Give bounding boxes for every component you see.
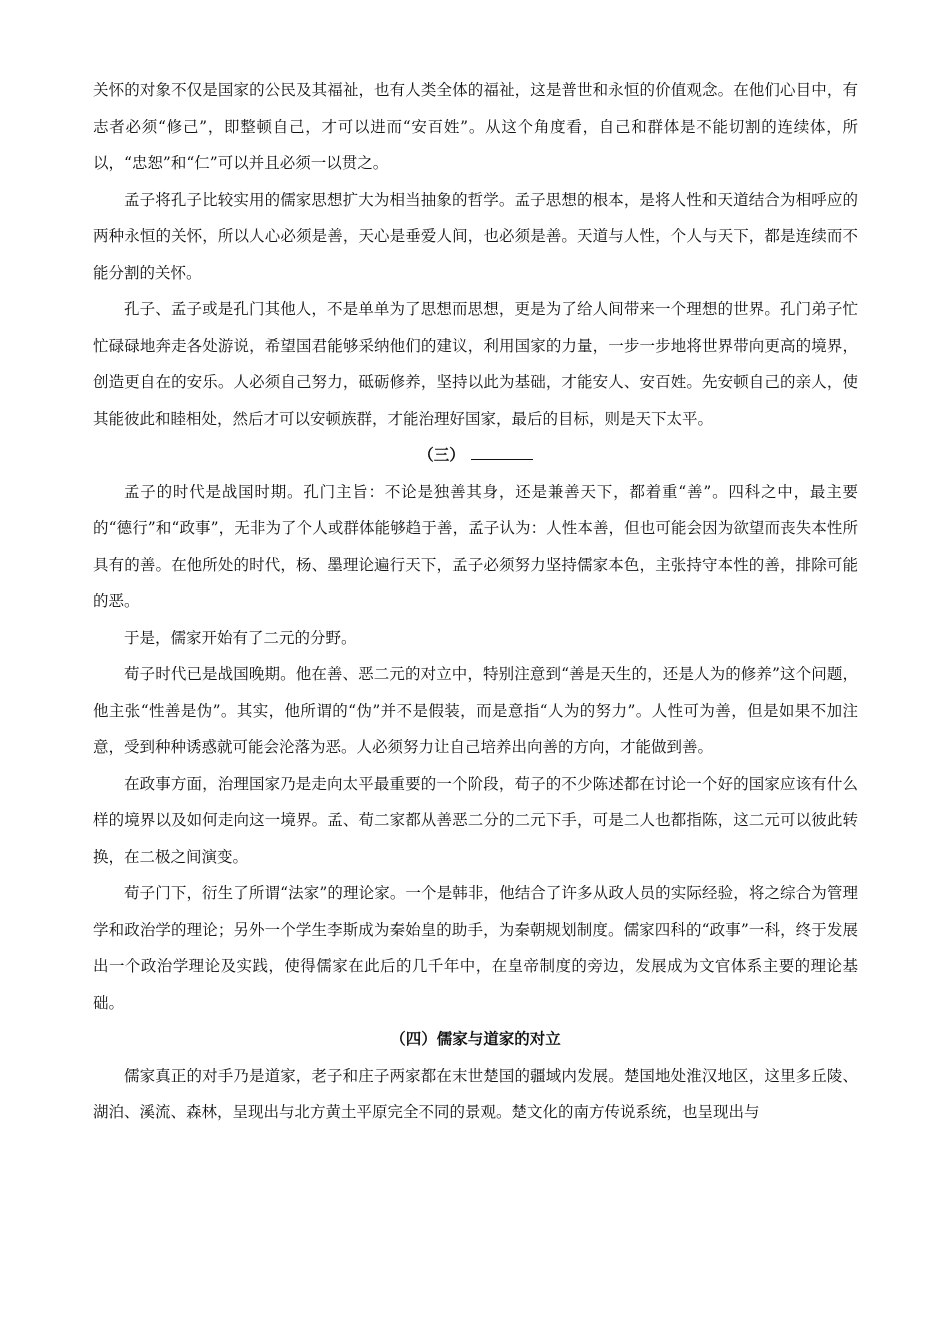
paragraph: 于是，儒家开始有了二元的分野。 — [124, 628, 357, 647]
section-heading-4: （四）儒家与道家的对立 — [390, 1030, 561, 1048]
paragraph: 儒家真正的对手乃是道家，老子和庄子两家都在末世楚国的疆域内发展。楚国地处淮汉地区，这里多丘陵、湖泊、溪流、森林，呈现出与北方黄土平原完全不同的景观。楚文化的南方传说系统，也呈现出与 — [93, 1066, 858, 1121]
paragraph: 孟子将孔子比较实用的儒家思想扩大为相当抽象的哲学。孟子思想的根本，是将人性和天道结合为相呼应的两种永恒的关怀，所以人心必须是善，天心是垂爱人间，也必须是善。天道与人性，个人与天下，都是连续而不能分割的关怀。 — [93, 190, 858, 282]
section-heading-3 — [93, 437, 858, 474]
paragraph: 在政事方面，治理国家乃是走向太平最重要的一个阶段，荀子的不少陈述都在讨论一个好的国家应该有什么样的境界以及如何走向这一境界。孟、荀二家都从善恶二分的二元下手，可是二人也都指陈，这二元可以彼此转换，在二极之间演变。 — [93, 774, 858, 866]
paragraph: 关怀的对象不仅是国家的公民及其福祉，也有人类全体的福祉，这是普世和永恒的价值观念。在他们心目中，有志者必须“修己”，即整顿自己，才可以进而“安百姓”。从这个角度看，自己和群体是不能切割的连续体，所以，“忠恕”和“仁”可以并且必须一以贯之。 — [93, 81, 858, 172]
paragraph: 孔子、孟子或是孔门其他人，不是单单为了思想而思想，更是为了给人间带来一个理想的世界。孔门弟子忙忙碌碌地奔走各处游说，希望国君能够采纳他们的建议，利用国家的力量，一步一步地将世界带向更高的境界，创造更自在的安乐。人必须自己努力，砥砺修养，坚持以此为基础，才能安人、安百姓。先安顿自己的亲人，使其能彼此和睦相处，然后才可以安顿族群，才能治理好国家，最后的目标，则是天下太平。 — [93, 300, 858, 428]
paragraph: 孟子的时代是战国时期。孔门主旨：不论是独善其身，还是兼善天下，都着重“善”。四科之中，最主要的“德行”和“政事”，无非为了个人或群体能够趋于善，孟子认为：人性本善，但也可能会因为欲望而丧失本性所具有的善。在他所处的时代，杨、墨理论遍行天下，孟子必须努力坚持儒家本色，主张持守本性的善，排除可能的恶。 — [93, 482, 858, 610]
fill-in-blank — [471, 443, 533, 460]
paragraph: 荀子时代已是战国晚期。他在善、恶二元的对立中，特别注意到“善是天生的，还是人为的修养”这个问题，他主张“性善是伪”。其实，他所谓的“伪”并不是假装，而是意指“人为的努力”。人性可为善，但是如果不加注意，受到种种诱惑就可能会沦落为恶。人必须努力让自己培养出向善的方向，才能做到善。 — [93, 665, 858, 756]
paragraph: 荀子门下，衍生了所谓“法家”的理论家。一个是韩非，他结合了许多从政人员的实际经验，将之综合为管理学和政治学的理论；另外一个学生李斯成为秦始皇的助手，为秦朝规划制度。儒家四科的“政事”一科，终于发展出一个政治学理论及实践，使得儒家在此后的几千年中，在皇帝制度的旁边，发展成为文官体系主要的理论基础。 — [93, 884, 858, 1012]
section-heading-3-label: （三） — [418, 446, 465, 464]
